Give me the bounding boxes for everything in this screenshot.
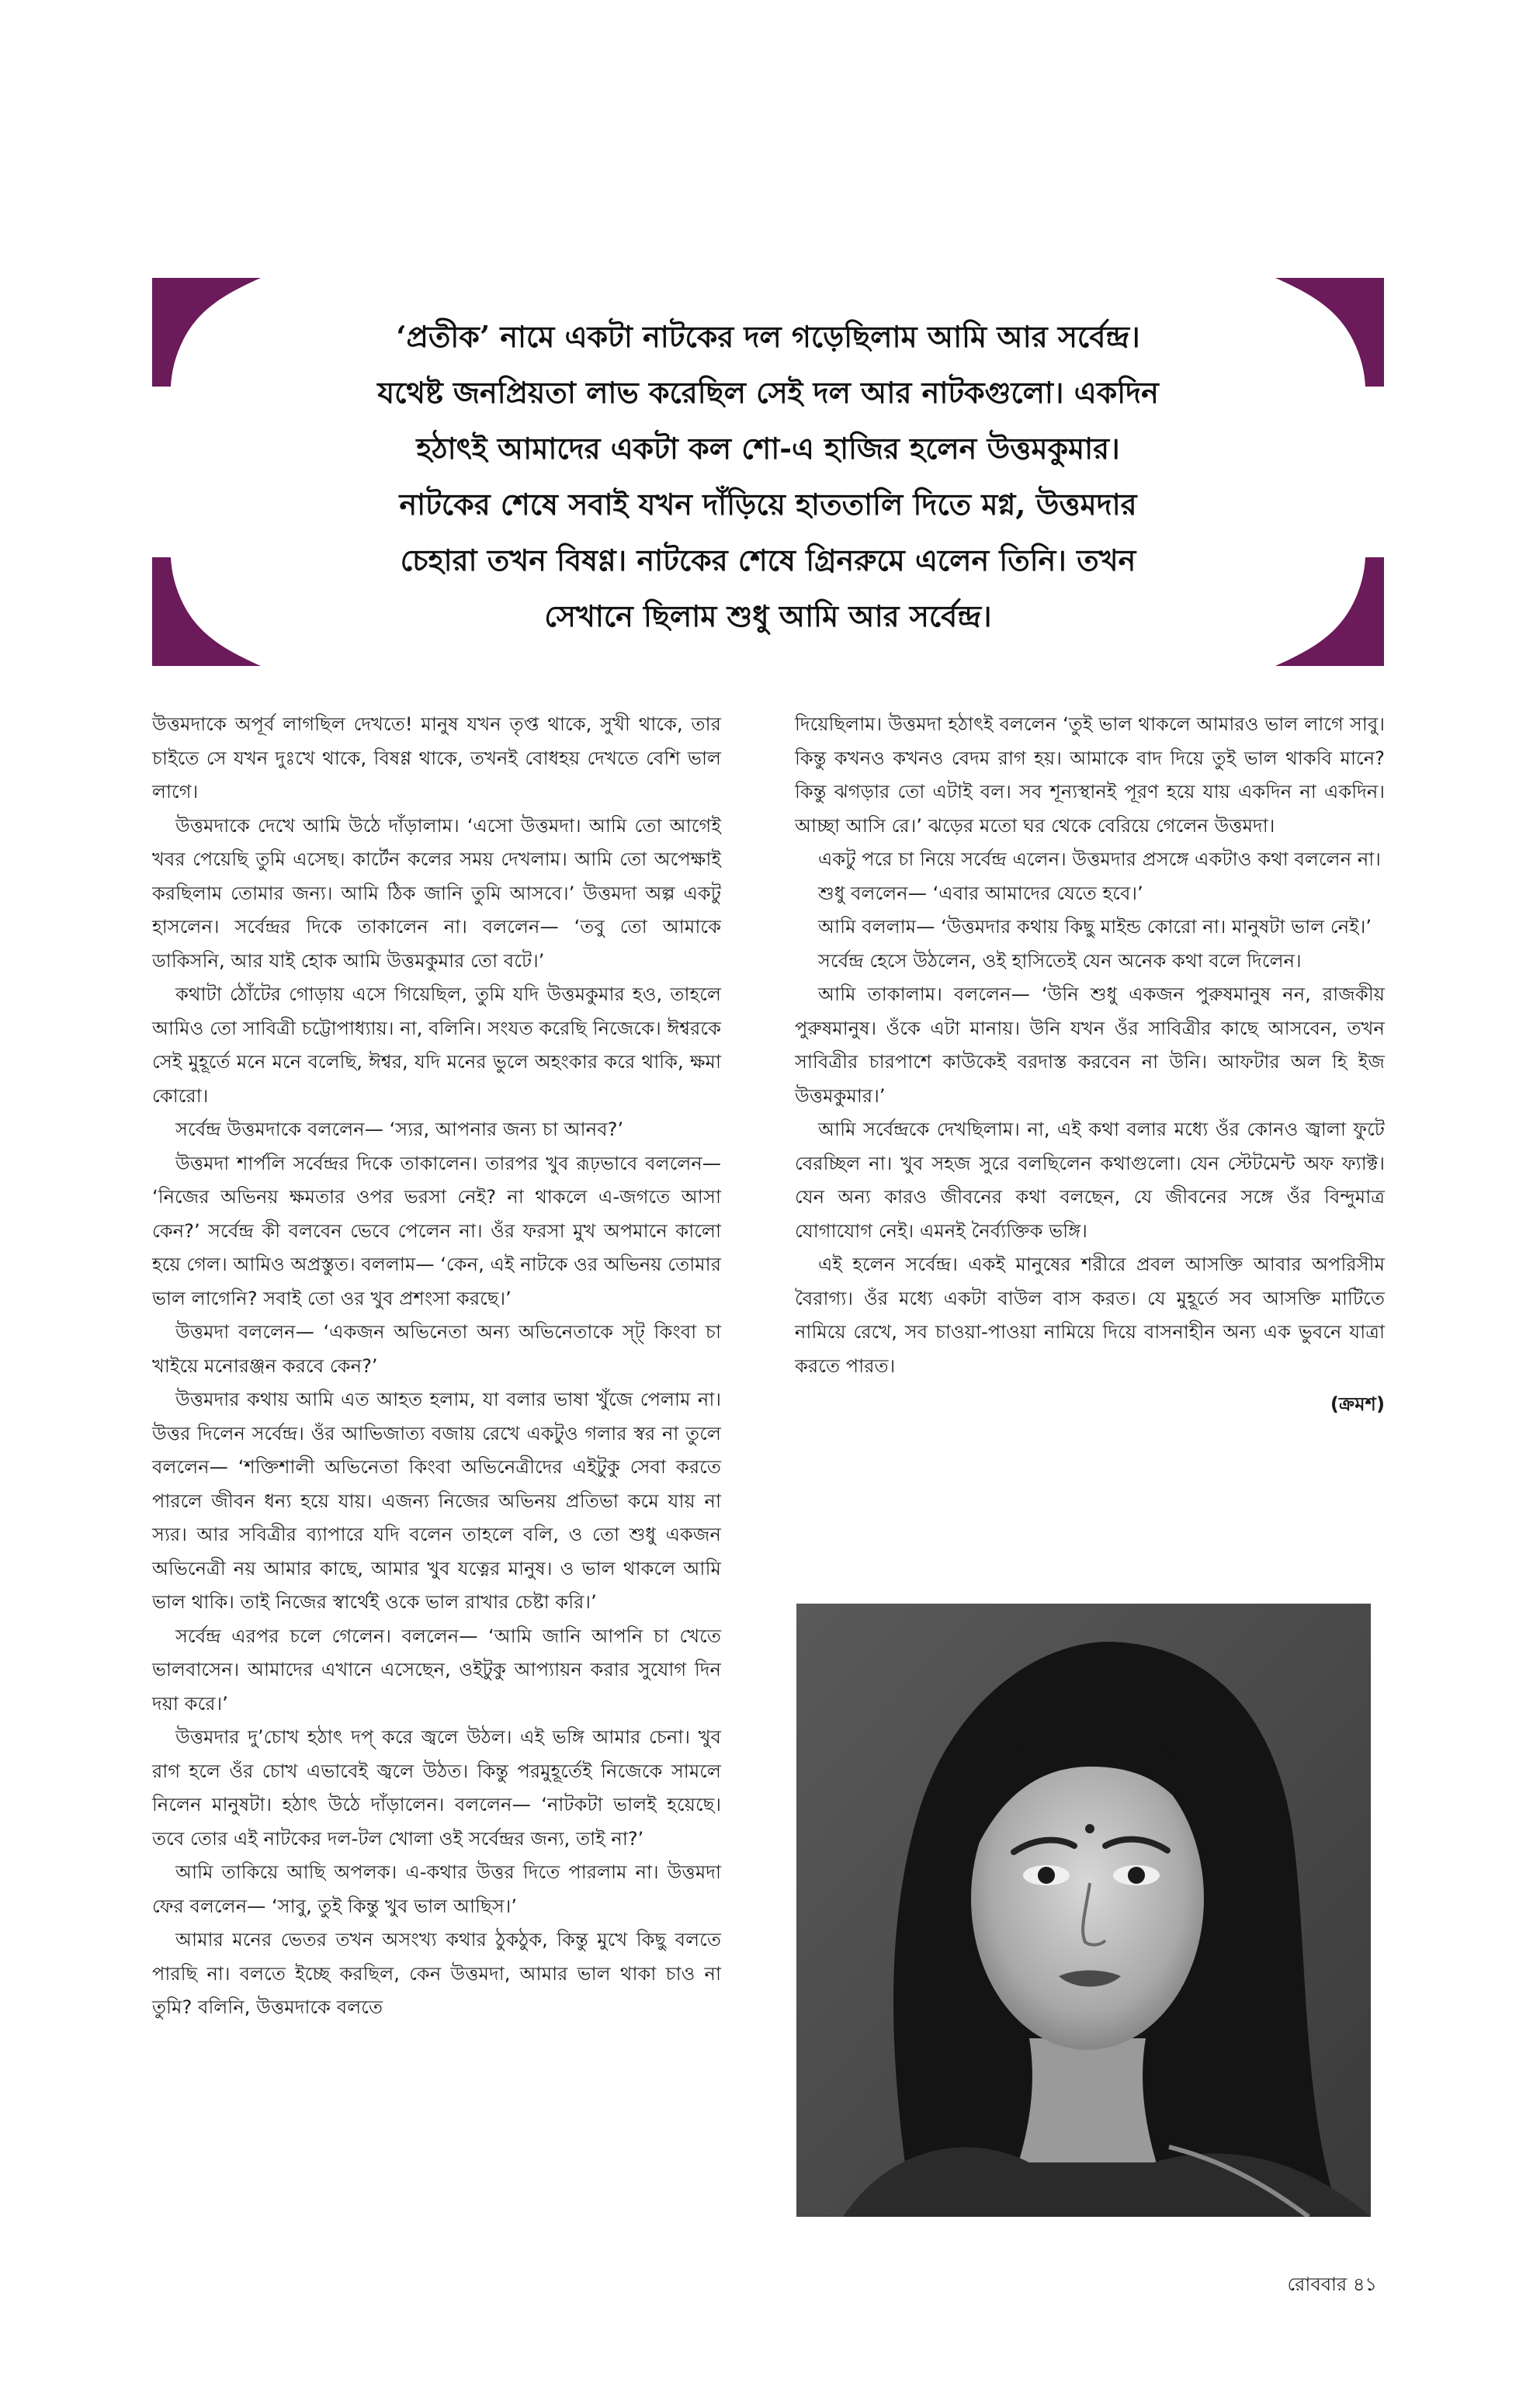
paragraph: উত্তমদাকে দেখে আমি উঠে দাঁড়ালাম। ‘এসো উত্তমদা। আমি তো আগেই খবর পেয়েছি তুমি এসেছ। কার্টেন কলের সময় দেখলাম। আমি তো অপেক্ষাই করছিলাম তোমার জন্য। আমি ঠিক জানি তুমি আসবে।’ উত্তমদা অল্প একটু হাসলেন। সর্বেন্দ্রর দিকে তাকালেন না। বললেন— ‘তবু তো আমাকে ডাকিসনি, আর যাই হোক আমি উত্তমকুমার তো বটে।’ [152,814,721,972]
paragraph: সর্বেন্দ্র হেসে উঠলেন, ওই হাসিতেই যেন অনেক কথা বলে দিলেন। [818,949,1302,972]
pull-quote-line: নাটকের শেষে সবাই যখন দাঁড়িয়ে হাততালি দিতে মগ্ন, উত্তমদার [399,487,1137,522]
paragraph: আমার মনের ভেতর তখন অসংখ্য কথার ঠুকঠুক, কিন্তু মুখে কিছু বলতে পারছি না। বলতে ইচ্ছে করছিল, কেন উত্তমদা, আমার ভাল থাকা চাও না তুমি? বলিনি, উত্তমদাকে বলতে [152,1929,721,2018]
paragraph: কথাটা ঠোঁটের গোড়ায় এসে গিয়েছিল, তুমি যদি উত্তমকুমার হও, তাহলে আমিও তো সাবিত্রী চট্টোপাধ্যায়। না, বলিনি। সংযত করেছি নিজেকে। ঈশ্বরকে সেই মুহূর্তে মনে মনে বলেছি, ঈশ্বর, যদি মনের ভুলে অহংকার করে থাকি, ক্ষমা কোরো। [152,983,721,1107]
paragraph: সর্বেন্দ্র এরপর চলে গেলেন। বললেন— ‘আমি জানি আপনি চা খেতে ভালবাসেন। আমাদের এখানে এসেছেন, ওইটুকু আপ্যায়ন করার সুযোগ দিন দয়া করে।’ [152,1625,721,1715]
corner-ornament-bottom-right [1275,557,1384,666]
pull-quote-line: চেহারা তখন বিষণ্ণ। নাটকের শেষে গ্রিনরুমে এলেন তিনি। তখন [400,543,1136,577]
paragraph: উত্তমদা শার্পলি সর্বেন্দ্রর দিকে তাকালেন। তারপর খুব রূঢ়ভাবে বললেন— ‘নিজের অভিনয় ক্ষমতার ওপর ভরসা নেই? না থাকলে এ-জগতে আসা কেন?’ সর্বেন্দ্র কী বলবেন ভেবে পেলেন না। ওঁর ফরসা মুখ অপমানে কালো হয়ে গেল। আমিও অপ্রস্তুত। বললাম— ‘কেন, এই নাটকে ওর অভিনয় তোমার ভাল লাগেনি? সবাই তো ওর খুব প্রশংসা করছে।’ [152,1152,721,1309]
paragraph: উত্তমদা বললেন— ‘একজন অভিনেতা অন্য অভিনেতাকে স্ট্ কিংবা চা খাইয়ে মনোরঞ্জন করবে কেন?’ [152,1321,721,1377]
portrait-image [796,1604,1371,2217]
paragraph: এই হলেন সর্বেন্দ্র। একই মানুষের শরীরে প্রবল আসক্তি আবার অপরিসীম বৈরাগ্য। ওঁর মধ্যে একটা বাউল বাস করত। যে মুহূর্তে সব আসক্তি মাটিতে নামিয়ে রেখে, সব চাওয়া-পাওয়া নামিয়ে দিয়ে বাসনাহীন অন্য এক ভুবনে যাত্রা করতে পারত। [795,1254,1385,1377]
paragraph: দিয়েছিলাম। উত্তমদা হঠাৎই বললেন ‘তুই ভাল থাকলে আমারও ভাল লাগে সাবু। কিন্তু কখনও কখনও বেদম রাগ হয়। আমাকে বাদ দিয়ে তুই ভাল থাকবি মানে? কিন্তু ঝগড়ার তো এটাই বল। সব শূন্যস্থানই পূরণ হয়ে যায় একদিন না একদিন। আচ্ছা আসি রে।’ ঝড়ের মতো ঘর থেকে বেরিয়ে গেলেন উত্তমদা। [795,713,1385,837]
corner-ornament-top-right [1275,278,1384,387]
article-column-left [152,708,721,2025]
paragraph: আমি সর্বেন্দ্রকে দেখছিলাম। না, এই কথা বলার মধ্যে ওঁর কোনও জ্বালা ফুটে বেরচ্ছিল না। খুব সহজ সুরে বলছিলেন কথাগুলো। যেন স্টেটমেন্ট অফ ফ্যাক্ট। যেন অন্য কারও জীবনের কথা বলছেন, যে জীবনের সঙ্গে ওঁর বিন্দুমাত্র যোগাযোগ নেই। এমনই নৈর্ব্যক্তিক ভঙ্গি। [795,1118,1385,1242]
paragraph: উত্তমদাকে অপূর্ব লাগছিল দেখতে! মানুষ যখন তৃপ্ত থাকে, সুখী থাকে, তার চাইতে সে যখন দুঃখে থাকে, বিষণ্ণ থাকে, তখনই বোধহয় দেখতে বেশি ভাল লাগে। [152,713,721,803]
paragraph: উত্তমদার কথায় আমি এত আহত হলাম, যা বলার ভাষা খুঁজে পেলাম না। উত্তর দিলেন সর্বেন্দ্র। ওঁর আভিজাত্য বজায় রেখে একটুও গলার স্বর না তুলে বললেন— ‘শক্তিশালী অভিনেতা কিংবা অভিনেত্রীদের এইটুকু সেবা করতে পারলে জীবন ধন্য হয়ে যায়। এজন্য নিজের অভিনয় প্রতিভা কমে যায় না স্যর। আর সবিত্রীর ব্যাপারে যদি বলেন তাহলে বলি, ও তো শুধু একজন অভিনেত্রী নয় আমার কাছে, আমার খুব যত্নের মানুষ। ও ভাল থাকলে আমি ভাল থাকি। তাই নিজের স্বার্থেই ওকে ভাল রাখার চেষ্টা করি।’ [152,1389,721,1613]
pull-quote-line: যথেষ্ট জনপ্রিয়তা লাভ করেছিল সেই দল আর নাটকগুলো। একদিন [377,375,1159,410]
continued-label: (ক্রমশ) [1330,1393,1385,1415]
paragraph: শুধু বললেন— ‘এবার আমাদের যেতে হবে।’ [818,882,1143,904]
paragraph: উত্তমদার দু’চোখ হঠাৎ দপ্ করে জ্বলে উঠল। এই ভঙ্গি আমার চেনা। খুব রাগ হলে ওঁর চোখ এভাবেই জ্বলে উঠত। কিন্তু পরমুহূর্তেই নিজেকে সামলে নিলেন মানুষটা। হঠাৎ উঠে দাঁড়ালেন। বললেন— ‘নাটকটা ভালই হয়েছে। তবে তোর এই নাটকের দল-টল খোলা ওই সর্বেন্দ্রর জন্য, তাই না?’ [152,1726,721,1850]
paragraph: আমি তাকিয়ে আছি অপলক। এ-কথার উত্তর দিতে পারলাম না। উত্তমদা ফের বললেন— ‘সাবু, তুই কিন্তু খুব ভাল আছিস।’ [152,1861,721,1917]
pull-quote-text [269,309,1268,644]
article-column-right [795,708,1385,1422]
paragraph: একটু পরে চা নিয়ে সর্বেন্দ্র এলেন। উত্তমদার প্রসঙ্গে একটাও কথা বললেন না। [818,848,1381,870]
corner-ornament-top-left [152,278,261,387]
page-footer: রোববার ৪১ [1287,2273,1377,2295]
paragraph: আমি বললাম— ‘উত্তমদার কথায় কিছু মাইন্ড কোরো না। মানুষটা ভাল নেই।’ [818,916,1372,938]
paragraph: সর্বেন্দ্র উত্তমদাকে বললেন— ‘স্যর, আপনার জন্য চা আনব?’ [175,1118,624,1140]
pull-quote-box [152,278,1384,666]
paragraph: আমি তাকালাম। বললেন— ‘উনি শুধু একজন পুরুষমানুষ নন, রাজকীয় পুরুষমানুষ। ওঁকে এটা মানায়। উনি যখন ওঁর সাবিত্রীর কাছে আসবেন, তখন সাবিত্রীর চারপাশে কাউকেই বরদাস্ত করবেন না উনি। আফটার অল হি ইজ উত্তমকুমার।’ [795,983,1385,1107]
portrait-photo [796,1604,1371,2217]
pull-quote-line: ‘প্রতীক’ নামে একটা নাটকের দল গড়েছিলাম আমি আর সর্বেন্দ্র। [396,319,1140,354]
pull-quote-line: সেখানে ছিলাম শুধু আমি আর সর্বেন্দ্র। [544,598,992,633]
pull-quote-line: হঠাৎই আমাদের একটা কল শো-এ হাজির হলেন উত্তমকুমার। [416,431,1120,466]
corner-ornament-bottom-left [152,557,261,666]
